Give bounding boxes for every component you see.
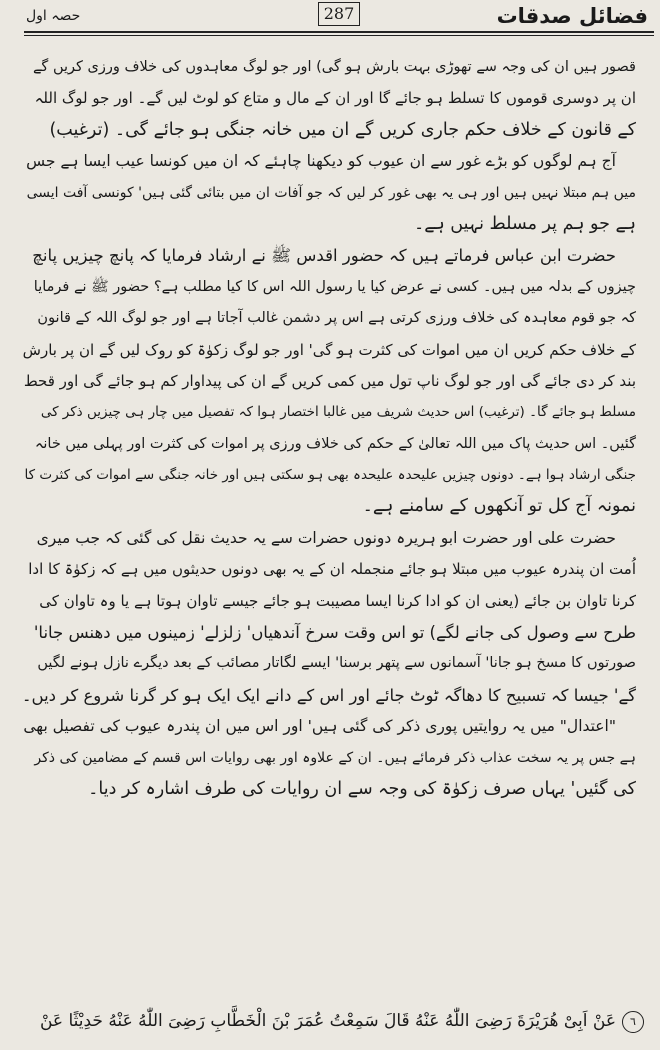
text-line: طرح سے وصول کی جانے لگے) تو اس وقت سرخ آندھیاں' زلزلے' زمینوں میں دھنس جانا' [33, 623, 636, 643]
header-rule-thin [24, 35, 654, 36]
text-line: کی گئیں' یہاں صرف زکوٰۃ کی وجہ سے ان روایات کی طرف اشارہ کر دیا۔ [88, 778, 636, 799]
hadith-number-badge: ٦ [622, 1011, 644, 1033]
hadith-arabic [14, 1004, 644, 1038]
paragraph-start-line: حضرت ابن عباس فرماتے ہیں کہ حضور اقدس ﷺ نے ارشاد فرمایا کہ پانچ چیزیں پانچ [32, 246, 616, 266]
book-title: فضائل صدقات [496, 4, 648, 28]
paragraph-start-line: "اعتدال" میں یہ روایتیں پوری ذکر کی گئی ہیں' اور اس میں ان پندرہ عیوب کی تفصیل بھی [23, 717, 616, 736]
text-line: صورتوں کا مسخ ہو جانا' آسمانوں سے پتھر برسنا' ایسے لگاتار مصائب کے بعد دیگرے نازل ہونے لگیں [37, 655, 636, 672]
text-line: کے قانون کے خلاف حکم جاری کریں گے ان میں خانہ جنگی ہو جائے گی۔ (ترغیب) [49, 119, 636, 140]
paragraph-start-line: حضرت علی اور حضرت ابو ہریرہ دونوں حضرات سے یہ حدیث نقل کی گئی کہ جب میری [36, 528, 616, 547]
text-line: قصور ہیں ان کی وجہ سے تھوڑی بہت بارش ہو گی) اور جو لوگ معاہدوں کی خلاف ورزی کریں گے [32, 59, 636, 75]
page-number: 287 [318, 2, 360, 26]
text-line: ان پر دوسری قوموں کا تسلط ہو جائے گا اور ان کے مال و متاع کو لوٹ لیں گے۔ اور جو لوگ اللہ [34, 89, 636, 108]
paragraph-start-line: آج ہم لوگوں کو بڑے غور سے ان عیوب کو دیکھنا چاہئے کہ ان میں کونسا عیب ایسا ہے جس [26, 152, 616, 171]
text-line: اُمت ان پندرہ عیوب میں مبتلا ہو جائے منجملہ ان کے یہ بھی دونوں حدیثوں میں ہے کہ زکوٰۃ کا ادا [28, 560, 636, 579]
text-line: گے' جیسا کہ تسبیح کا دھاگہ ٹوٹ جائے اور اس کے دانے ایک ایک ہو کر گرنا شروع کر دیں۔ [22, 685, 636, 705]
text-line: ہے جس پر یہ سخت عذاب ذکر فرمائے ہیں۔ ان کے علاوہ اور بھی روایات اس قسم کے مضامین کی ذکر [34, 749, 636, 766]
text-line: میں ہم مبتلا نہیں ہیں اور ہی یہ بھی غور کر لیں کہ جو آفات ان میں بتائی گئی ہیں' کونسی آفت ایسی [26, 184, 636, 201]
text-line: جنگی ارشاد ہوا ہے۔ دونوں چیزیں علیحدہ علیحدہ بھی ہو سکتی ہیں اور خانہ جنگی سے اموات کی کثرت کا [24, 467, 636, 484]
text-line: کرنا تاوان بن جائے (یعنی ان کو ادا کرنا ایسا مصیبت ہو جائے جیسے تاوان ہوتا ہے یا وہ تاوان کی [39, 591, 636, 610]
hadith-line [14, 1004, 644, 1038]
header-rule-thick [24, 31, 654, 33]
text-line: مسلط ہو جائے گا۔ (ترغیب) اس حدیث شریف میں غالبا اختصار ہوا کہ تفصیل میں چار ہی چیزیں ذکر کی [40, 404, 636, 421]
text-line: کے خلاف حکم کریں ان میں اموات کی کثرت ہو گی' اور جو لوگ زکوٰۃ کو روک لیں گے ان پر بارش [22, 340, 636, 359]
text-line: ہے جو ہم پر مسلط نہیں ہے۔ [413, 213, 636, 234]
text-line: کہ جو قوم معاہدہ کی خلاف ورزی کرتی ہے اس پر دشمن غالب آجاتا ہے اور جو لوگ اللہ کے قانون [37, 310, 636, 327]
text-line: چیزوں کے بدلہ میں ہیں۔ کسی نے عرض کیا یا رسول اللہ اس کا کیا مطلب ہے؟ حضور ﷺ نے فرمایا [33, 278, 636, 295]
body-text [22, 52, 636, 805]
part-label: حصہ اول [26, 8, 81, 24]
text-line: بند کر دی جائے گی اور جو لوگ ناپ تول میں کمی کریں گے ان کی پیداوار کم ہو جائے گی اور قحط [23, 371, 636, 390]
text-line: گئیں۔ اس حدیث پاک میں اللہ تعالیٰ کے حکم کی خلاف ورزی پر اموات کی کثرت اور پہلی میں خانہ [34, 435, 636, 452]
hadith-text: عَنْ اَبِیْ هُرَیْرَةَ رَضِیَ اللّٰهُ عَنْهُ قَالَ سَمِعْتُ عُمَرَ بْنَ الْخَطَّابِ رَضِیَ اللّٰهُ عَنْهُ حَدِیْثًا عَنْ [39, 1011, 616, 1031]
text-line: نمونہ آج کل تو آنکھوں کے سامنے ہے۔ [362, 496, 636, 517]
